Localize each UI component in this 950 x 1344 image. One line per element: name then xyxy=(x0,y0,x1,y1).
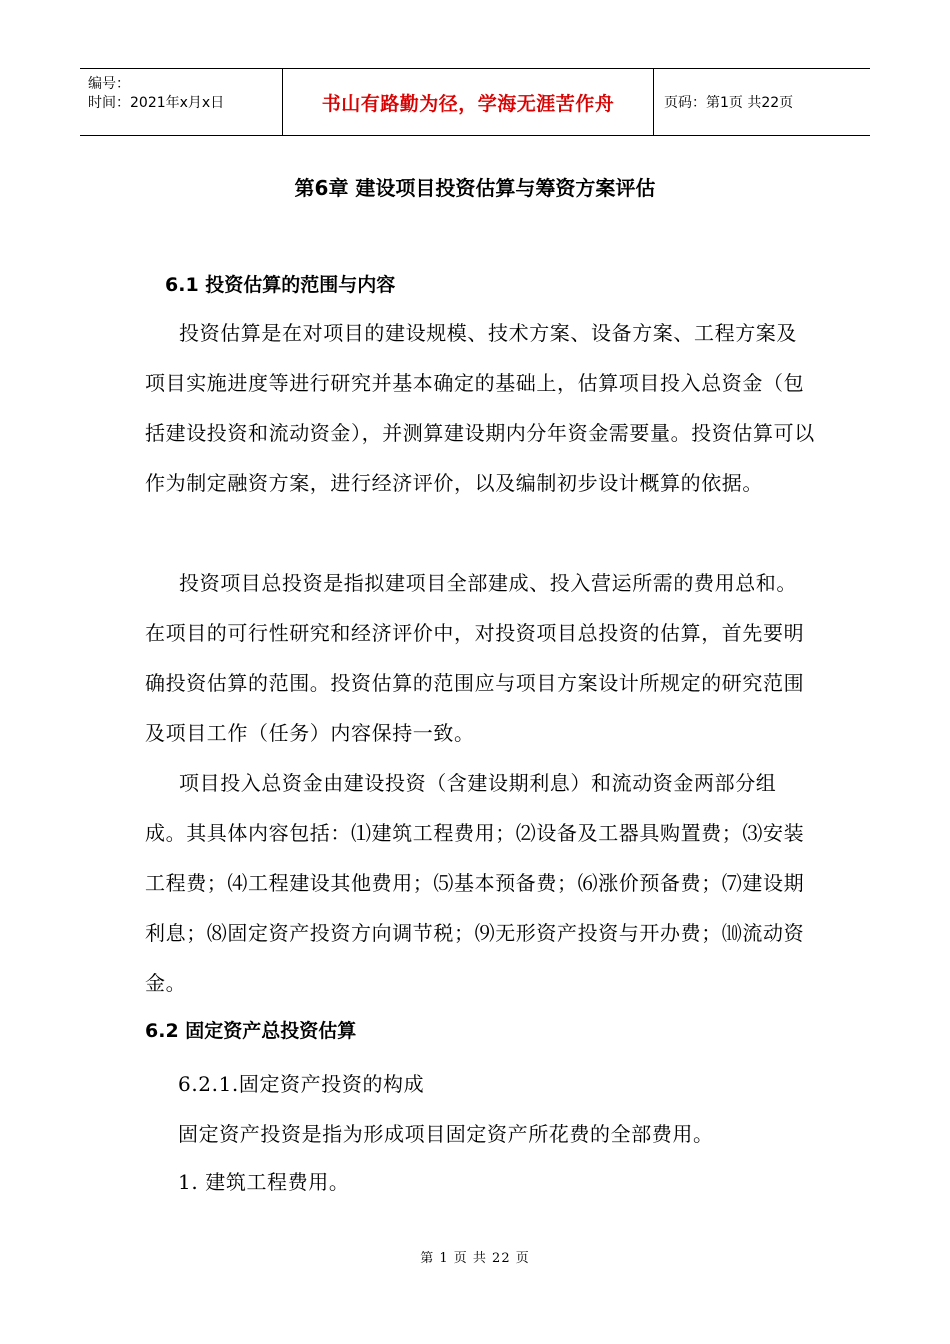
paragraph-3-text: 项目投入总资金由建设投资（含建设期利息）和流动资金两部分组成。其具体内容包括：⑴建筑工程费用；⑵设备及工器具购置费；⑶安装工程费；⑷工程建设其他费用；⑸基本预备费；⑹涨价预备费；⑺建设期利息；⑻固定资产投资方向调节税；⑼无形资产投资与开办费；⑽流动资金。 xyxy=(145,771,805,995)
paragraph-2 xyxy=(145,558,815,758)
page-footer: 第 1 页 共 22 页 xyxy=(420,1251,530,1266)
subsection-6-2-1-heading: 6.2.1.固定资产投资的构成 xyxy=(178,1072,425,1096)
section-6-2-title: 6.2 固定资产总投资估算 xyxy=(145,1020,357,1042)
list-item-1: 1. 建筑工程费用。 xyxy=(178,1170,350,1194)
paragraph-1-text: 投资估算是在对项目的建设规模、技术方案、设备方案、工程方案及项目实施进度等进行研究并基本确定的基础上，估算项目投入总资金（包括建设投资和流动资金），并测算建设期内分年资金需要量。投资估算可以作为制定融资方案，进行经济评价，以及编制初步设计概算的依据。 xyxy=(145,321,815,495)
section-6-1-title: 6.1 投资估算的范围与内容 xyxy=(165,274,396,296)
header-number-label: 编号： xyxy=(88,76,130,92)
header-motto-text: 书山有路勤为径，学海无涯苦作舟 xyxy=(321,92,615,115)
paragraph-2-text: 投资项目总投资是指拟建项目全部建成、投入营运所需的费用总和。在项目的可行性研究和经济评价中，对投资项目总投资的估算，首先要明确投资估算的范围。投资估算的范围应与项目方案设计所规定的研究范围及项目工作（任务）内容保持一致。 xyxy=(145,571,805,745)
header-page-info-text: 页码：第1页 共22页 xyxy=(664,95,794,111)
document-header xyxy=(80,68,870,136)
chapter-title: 第6章 建设项目投资估算与筹资方案评估 xyxy=(294,176,656,200)
paragraph-3 xyxy=(145,758,815,1008)
header-motto xyxy=(282,69,654,135)
header-meta xyxy=(80,69,282,135)
paragraph-1 xyxy=(145,308,815,508)
header-page-info xyxy=(654,69,870,135)
header-date-label: 时间：2021年x月x日 xyxy=(88,95,225,111)
definition-paragraph: 固定资产投资是指为形成项目固定资产所花费的全部费用。 xyxy=(178,1122,714,1146)
